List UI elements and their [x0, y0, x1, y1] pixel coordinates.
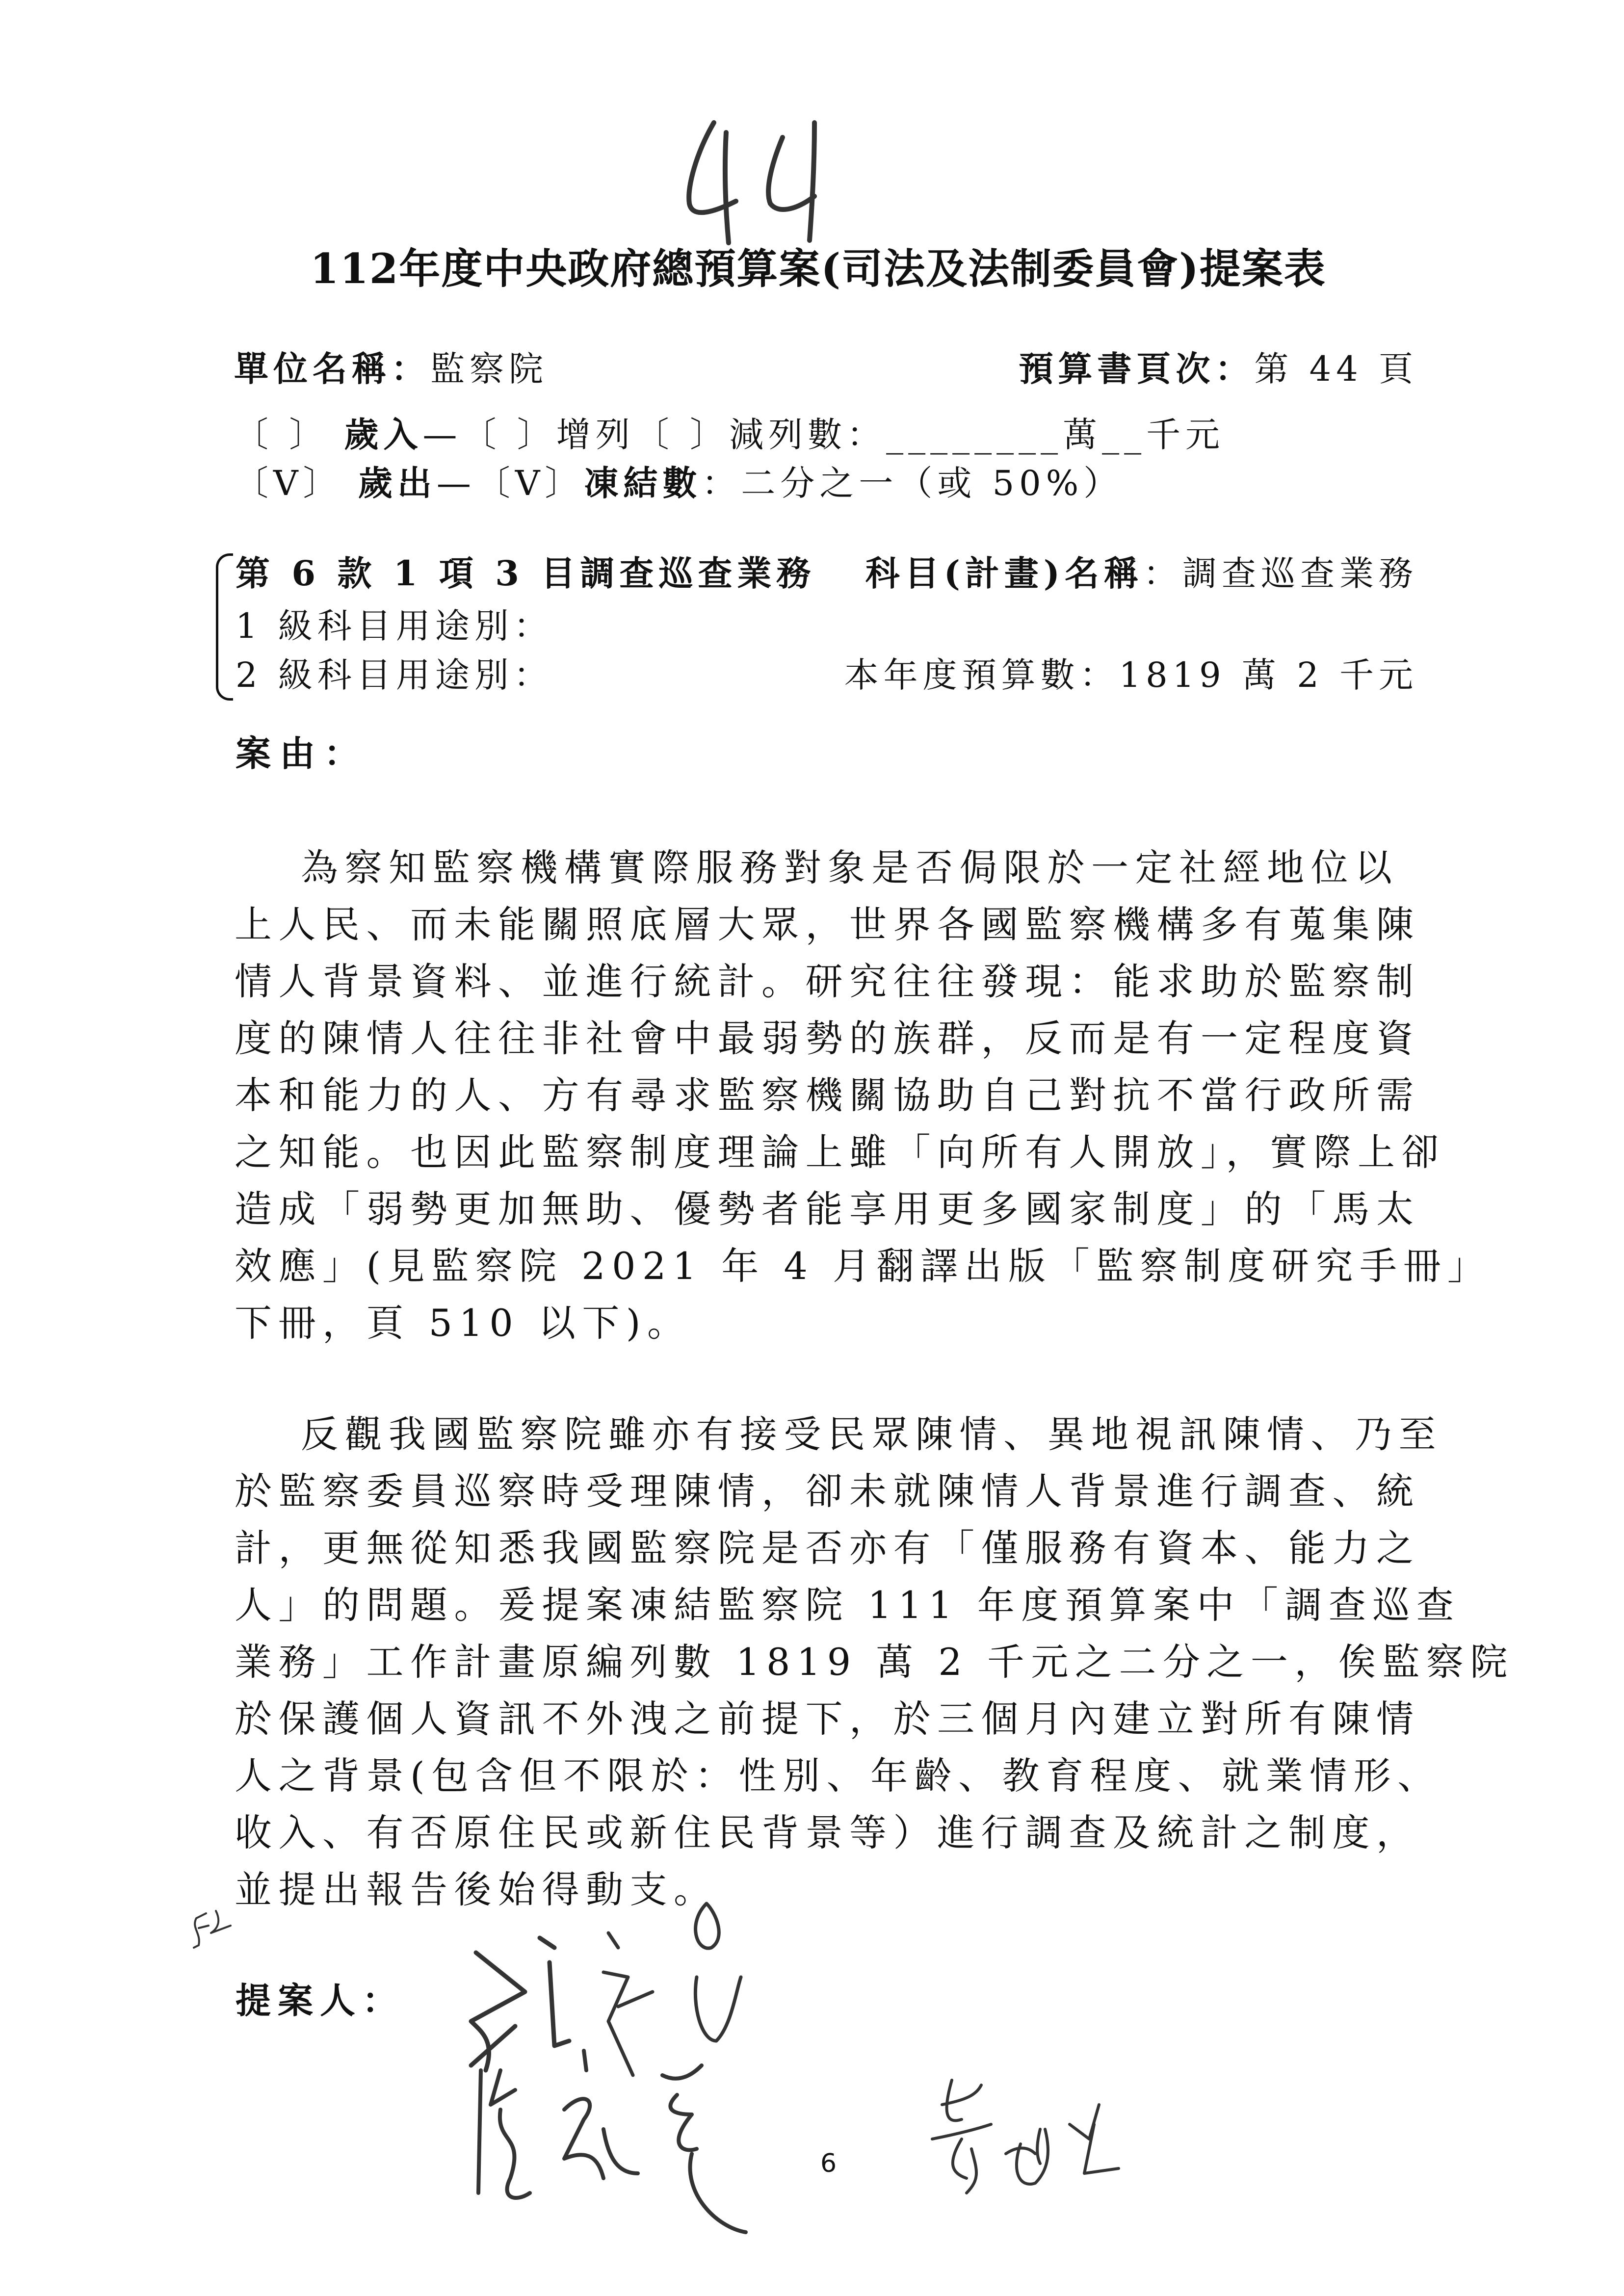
- paragraph-line: 人」的問題。爰提案凍結監察院 111 年度預算案中「調查巡查: [235, 1583, 1461, 1627]
- paragraph-line: 上人民、而未能關照底層大眾，世界各國監察機構多有蒐集陳: [235, 903, 1420, 946]
- subject-bracket: [216, 553, 233, 701]
- paragraph-line: 並提出報告後始得動支。: [235, 1868, 718, 1911]
- page-number: 6: [820, 2149, 837, 2178]
- reason-paragraph-2: [235, 1406, 1514, 1918]
- budget-amount-label: 本年度預算數：: [844, 655, 1119, 695]
- paragraph-line: 計，更無從知悉我國監察院是否亦有「僅服務有資本、能力之: [235, 1526, 1420, 1570]
- expenditure-checkbox[interactable]: 〔V〕: [234, 463, 342, 503]
- proposer-signature-3: [922, 2075, 1128, 2198]
- expenditure-label: 歲出: [358, 463, 437, 503]
- qian-unit: 千元: [1146, 415, 1225, 455]
- proposer-label: 提案人：: [236, 1980, 405, 2021]
- paragraph-line: 於監察委員巡察時受理陳情，卻未就陳情人背景進行調查、統: [235, 1469, 1420, 1513]
- handwritten-page-number: [667, 110, 873, 245]
- expenditure-line: [234, 464, 1123, 503]
- blank-qian-field[interactable]: __: [1102, 415, 1147, 455]
- decrease-label: 減列數：: [729, 415, 887, 455]
- paragraph-line: 人之背景(包含但不限於：性別、年齡、教育程度、就業情形、: [235, 1754, 1441, 1798]
- subject-name-label: 科目(計畫)名稱: [865, 553, 1143, 594]
- paragraph-line: 下冊，頁 510 以下)。: [235, 1301, 691, 1345]
- handwritten-margin-mark: [186, 1899, 245, 1957]
- revenue-label: 歲入: [344, 414, 423, 455]
- subject-name-row: [865, 554, 1418, 593]
- unit-name-label: 單位名稱：: [234, 348, 430, 389]
- paragraph-line: 度的陳情人往往非社會中最弱勢的族群，反而是有一定程度資: [235, 1017, 1420, 1060]
- freeze-checkbox[interactable]: 〔V〕: [475, 463, 584, 503]
- revenue-checkbox[interactable]: 〔 〕: [234, 415, 329, 455]
- blank-wan-field[interactable]: ________: [886, 415, 1063, 455]
- paragraph-line: 之知能。也因此監察制度理論上雖「向所有人開放」，實際上卻: [235, 1130, 1445, 1174]
- subject-name-value: ：調查巡查業務: [1143, 553, 1418, 594]
- freeze-value: ：二分之一（或 50%）: [702, 463, 1123, 503]
- reason-label: 案由：: [236, 732, 368, 774]
- budget-page-value: 第 44 頁: [1254, 349, 1418, 389]
- level1-label: 1 級科目用途別：: [236, 606, 553, 646]
- decrease-checkbox[interactable]: 〔 〕: [634, 415, 730, 455]
- freeze-label: 凍結數: [584, 463, 702, 503]
- budget-page-row: [1019, 349, 1418, 389]
- increase-checkbox[interactable]: 〔 〕: [462, 415, 556, 455]
- paragraph-line: 效應」(見監察院 2021 年 4 月翻譯出版「監察制度研究手冊」: [235, 1244, 1492, 1288]
- paragraph-line: 本和能力的人、方有尋求監察機關協助自己對抗不當行政所需: [235, 1073, 1420, 1117]
- wan-unit: 萬: [1063, 415, 1102, 455]
- unit-name-value: 監察院: [430, 349, 548, 389]
- paragraph-line: 收入、有否原住民或新住民背景等）進行調查及統計之制度，: [235, 1811, 1420, 1854]
- svg-text:44: 44: [667, 110, 678, 120]
- paragraph-line: 情人背景資料、並進行統計。研究往往發現：能求助於監察制: [235, 960, 1420, 1003]
- dash: —: [436, 463, 476, 503]
- paragraph-line: 造成「弱勢更加無助、優勢者能享用更多國家制度」的「馬太: [235, 1187, 1420, 1231]
- paragraph-line: 於保護個人資訊不外洩之前提下，於三個月內建立對所有陳情: [235, 1697, 1420, 1741]
- paragraph-line: 反觀我國監察院雖亦有接受民眾陳情、異地視訊陳情、乃至: [301, 1412, 1442, 1456]
- reason-paragraph-1: [235, 839, 1492, 1352]
- level2-label: 2 級科目用途別：: [236, 655, 553, 695]
- budget-page-label: 預算書頁次：: [1019, 348, 1255, 389]
- document-title: 112年度中央政府總預算案(司法及法制委員會)提案表: [310, 244, 1326, 293]
- budget-amount-value: 1819 萬 2 千元: [1119, 655, 1418, 695]
- paragraph-line: 業務」工作計畫原編列數 1819 萬 2 千元之二分之一，俟監察院: [235, 1640, 1514, 1684]
- dash: —: [422, 415, 462, 455]
- increase-label: 增列: [556, 415, 635, 455]
- budget-amount-row: [844, 655, 1418, 695]
- unit-name-row: [234, 349, 548, 389]
- revenue-line: [234, 415, 1225, 454]
- subject-item: 第 6 款 1 項 3 目調查巡查業務: [236, 553, 816, 594]
- proposer-signature-2: [471, 2031, 864, 2237]
- paragraph-line: 為察知監察機構實際服務對象是否侷限於一定社經地位以: [301, 846, 1399, 889]
